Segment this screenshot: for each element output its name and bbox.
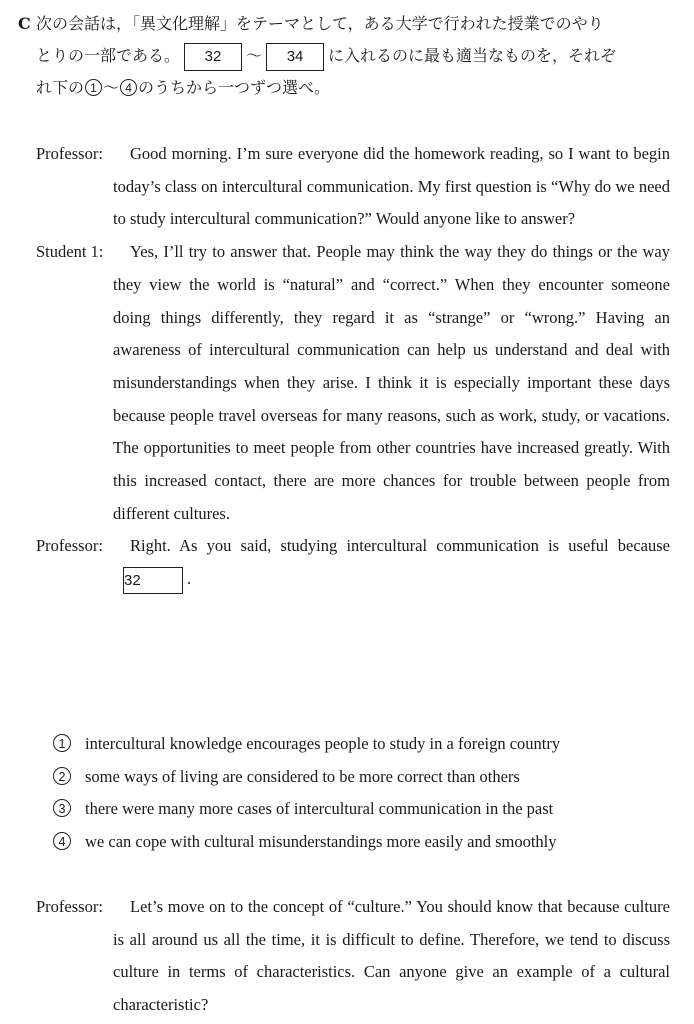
tilde: 〜 — [246, 48, 263, 65]
dialogue-turn — [36, 530, 670, 595]
answer-option[interactable] — [52, 826, 672, 859]
question-instructions — [18, 8, 678, 105]
option-text: there were many more cases of intercultural communication in the past — [85, 799, 554, 819]
answer-option[interactable] — [52, 761, 672, 794]
dialogue-turn — [36, 891, 670, 1022]
option-number: 2 — [53, 767, 71, 785]
option-number: 3 — [53, 799, 71, 817]
dialogue-turn — [36, 138, 670, 236]
instruction-line-1 — [18, 8, 678, 41]
blank-box-end: 34 — [266, 43, 324, 71]
answer-option[interactable] — [52, 793, 672, 826]
circled-number-first: 1 — [85, 79, 102, 96]
answer-options — [52, 728, 672, 859]
sentence-end: . — [187, 569, 192, 589]
blank-box-start: 32 — [184, 43, 242, 71]
speaker-label: Professor: — [36, 144, 103, 163]
option-text: some ways of living are considered to be more correct than others — [85, 766, 520, 786]
answer-blank-box: 32 — [123, 567, 183, 594]
instruction-text-3a: れ下の — [36, 80, 85, 97]
instruction-text-3b: のうちから一つずつ選べ。 — [138, 80, 331, 97]
instruction-text-2b: に入れるのに最も適当なものを，それぞ — [328, 48, 617, 65]
option-text: we can cope with cultural misunderstandings more easily and smoothly — [85, 832, 557, 852]
instruction-text-2a: とりの一部である。 — [36, 48, 181, 65]
speaker-label: Professor: — [36, 897, 103, 916]
dialogue-text: Let’s move on to the concept of “culture.” You should know that because culture is all around us all the time, it is difficult to define. Therefore, we tend to discuss culture in terms of characteristics. Can anyone give an example of a cultural characteristic? — [113, 897, 670, 1015]
circled-number-last: 4 — [120, 79, 137, 96]
dialogue-text: Good morning. I’m sure everyone did the homework reading, so I want to begin today’s class on intercultural communication. My first question is “Why do we need to study intercultural communication?” Would anyone like to answer? — [113, 144, 670, 229]
dialogue-part-2 — [36, 891, 670, 1022]
dialogue-part-1 — [36, 138, 670, 596]
dialogue-text: Right. As you said, studying intercultural communication is useful because — [130, 536, 670, 556]
instruction-text-1: 次の会話は，「異文化理解」をテーマとして，ある大学で行われた授業でのやり — [36, 16, 604, 33]
dialogue-text: Yes, I’ll try to answer that. People may think the way they do things or the way they view the world is “natural” and “correct.” When they encounter someone doing things differently, they regard it as “strange” or “wrong.” Having an awareness of intercultural communication can help us understand and deal with misunderstandings when they arise. I think it is especially important these days because people travel overseas for many reasons, such as work, study, or vacations. The opportunities to meet people from other countries have increased greatly. With this increased contact, there are more chances for trouble between people from different cultures. — [113, 242, 670, 523]
dialogue-turn — [36, 236, 670, 530]
option-number: 1 — [53, 734, 71, 752]
instruction-line-2 — [18, 41, 678, 73]
dialogue-text-with-blank — [113, 530, 670, 595]
speaker-label: Student 1: — [36, 242, 104, 262]
instruction-line-3 — [18, 73, 678, 105]
instruction-tilde: 〜 — [103, 80, 120, 97]
answer-option[interactable] — [52, 728, 672, 761]
option-number: 4 — [53, 832, 71, 850]
option-text: intercultural knowledge encourages people to study in a foreign country — [85, 734, 561, 753]
speaker-label: Professor: — [36, 536, 103, 556]
section-label: C — [18, 14, 31, 33]
